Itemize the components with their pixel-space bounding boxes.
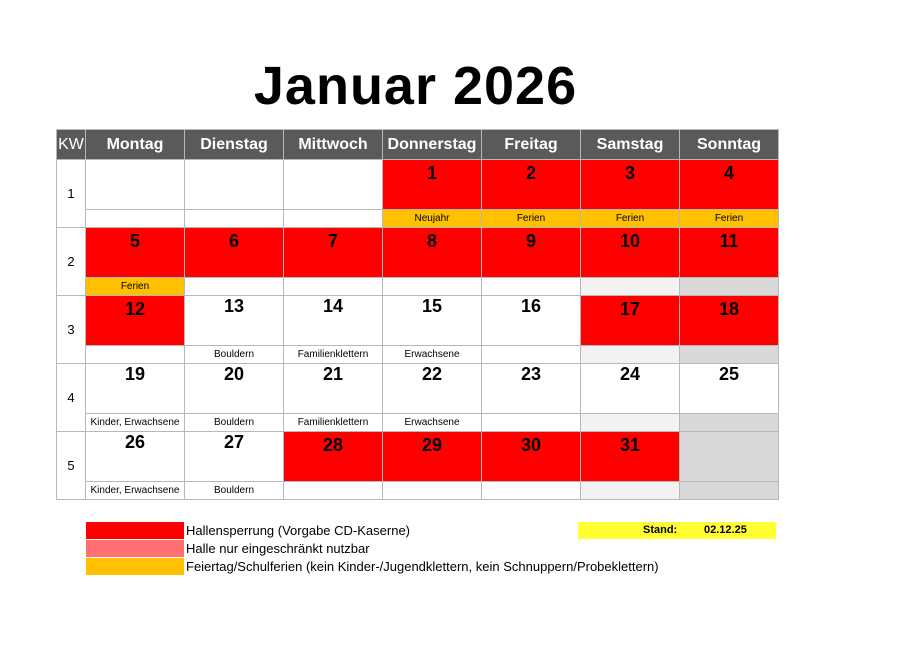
header-wednesday: Mittwoch	[284, 130, 383, 160]
day-note	[581, 414, 680, 432]
stand-box	[578, 522, 776, 539]
day-note: Familienklettern	[284, 346, 383, 364]
week-row	[57, 228, 779, 278]
day-note	[581, 482, 680, 500]
legend-swatch-closed	[86, 522, 184, 539]
stand-label: Stand:	[643, 524, 678, 536]
week-number: 5	[57, 432, 86, 500]
day-note: Erwachsene	[383, 414, 482, 432]
day-note	[185, 210, 284, 228]
day-cell: 25	[680, 364, 779, 414]
day-note: Ferien	[581, 210, 680, 228]
week-number: 2	[57, 228, 86, 296]
day-cell: 24	[581, 364, 680, 414]
week-row	[57, 160, 779, 210]
day-cell: 12	[86, 296, 185, 346]
day-note	[581, 278, 680, 296]
day-note: Kinder, Erwachsene	[86, 482, 185, 500]
header-monday: Montag	[86, 130, 185, 160]
day-cell: 5	[86, 228, 185, 278]
day-note	[185, 278, 284, 296]
day-cell: 2	[482, 160, 581, 210]
day-cell: 8	[383, 228, 482, 278]
day-cell: 7	[284, 228, 383, 278]
header-row	[57, 130, 779, 160]
day-cell: 21	[284, 364, 383, 414]
header-saturday: Samstag	[581, 130, 680, 160]
day-cell: 6	[185, 228, 284, 278]
day-note	[680, 346, 779, 364]
day-cell: 23	[482, 364, 581, 414]
day-cell: 14	[284, 296, 383, 346]
header-friday: Freitag	[482, 130, 581, 160]
day-note	[86, 346, 185, 364]
day-cell	[680, 432, 779, 482]
week-note-row	[57, 210, 779, 228]
day-note: Ferien	[86, 278, 185, 296]
day-cell: 15	[383, 296, 482, 346]
header-thursday: Donnerstag	[383, 130, 482, 160]
week-number: 4	[57, 364, 86, 432]
legend-swatch-limited	[86, 540, 184, 557]
day-cell: 30	[482, 432, 581, 482]
day-note	[482, 482, 581, 500]
day-note: Ferien	[482, 210, 581, 228]
day-cell: 17	[581, 296, 680, 346]
day-note: Neujahr	[383, 210, 482, 228]
day-note: Bouldern	[185, 346, 284, 364]
day-note: Familienklettern	[284, 414, 383, 432]
day-cell: 31	[581, 432, 680, 482]
day-cell: 22	[383, 364, 482, 414]
day-cell: 1	[383, 160, 482, 210]
day-cell: 29	[383, 432, 482, 482]
week-row	[57, 364, 779, 414]
day-cell: 26	[86, 432, 185, 482]
day-note	[680, 414, 779, 432]
day-cell: 13	[185, 296, 284, 346]
day-note	[581, 346, 680, 364]
week-note-row	[57, 414, 779, 432]
day-note	[680, 278, 779, 296]
header-tuesday: Dienstag	[185, 130, 284, 160]
week-number: 1	[57, 160, 86, 228]
day-note	[284, 278, 383, 296]
day-note	[383, 278, 482, 296]
legend-text-holiday: Feiertag/Schulferien (kein Kinder-/Jugendklettern, kein Schnuppern/Probeklettern)	[186, 559, 659, 574]
day-cell: 11	[680, 228, 779, 278]
day-note: Ferien	[680, 210, 779, 228]
week-note-row	[57, 346, 779, 364]
legend-text-limited: Halle nur eingeschränkt nutzbar	[186, 541, 370, 556]
calendar-body	[57, 160, 779, 500]
legend-text-closed: Hallensperrung (Vorgabe CD-Kaserne)	[186, 523, 411, 538]
day-note	[383, 482, 482, 500]
day-cell	[284, 160, 383, 210]
week-note-row	[57, 482, 779, 500]
header-kw: KW	[57, 130, 86, 160]
day-note: Bouldern	[185, 414, 284, 432]
header-sunday: Sonntag	[680, 130, 779, 160]
calendar-table	[56, 129, 779, 500]
day-cell: 18	[680, 296, 779, 346]
day-note: Kinder, Erwachsene	[86, 414, 185, 432]
week-row	[57, 296, 779, 346]
day-cell: 20	[185, 364, 284, 414]
day-cell: 28	[284, 432, 383, 482]
day-note	[284, 482, 383, 500]
page-title: Januar 2026	[253, 56, 578, 116]
day-note	[482, 346, 581, 364]
day-cell: 4	[680, 160, 779, 210]
day-note: Bouldern	[185, 482, 284, 500]
stand-date: 02.12.25	[704, 524, 747, 536]
day-cell: 10	[581, 228, 680, 278]
day-note	[482, 278, 581, 296]
day-cell: 16	[482, 296, 581, 346]
day-cell: 9	[482, 228, 581, 278]
day-note	[482, 414, 581, 432]
week-note-row	[57, 278, 779, 296]
day-cell: 3	[581, 160, 680, 210]
day-cell	[86, 160, 185, 210]
day-cell: 27	[185, 432, 284, 482]
legend-swatch-holiday	[86, 558, 184, 575]
week-row	[57, 432, 779, 482]
week-number: 3	[57, 296, 86, 364]
day-note	[680, 482, 779, 500]
day-cell	[185, 160, 284, 210]
day-note	[86, 210, 185, 228]
day-note: Erwachsene	[383, 346, 482, 364]
day-cell: 19	[86, 364, 185, 414]
day-note	[284, 210, 383, 228]
